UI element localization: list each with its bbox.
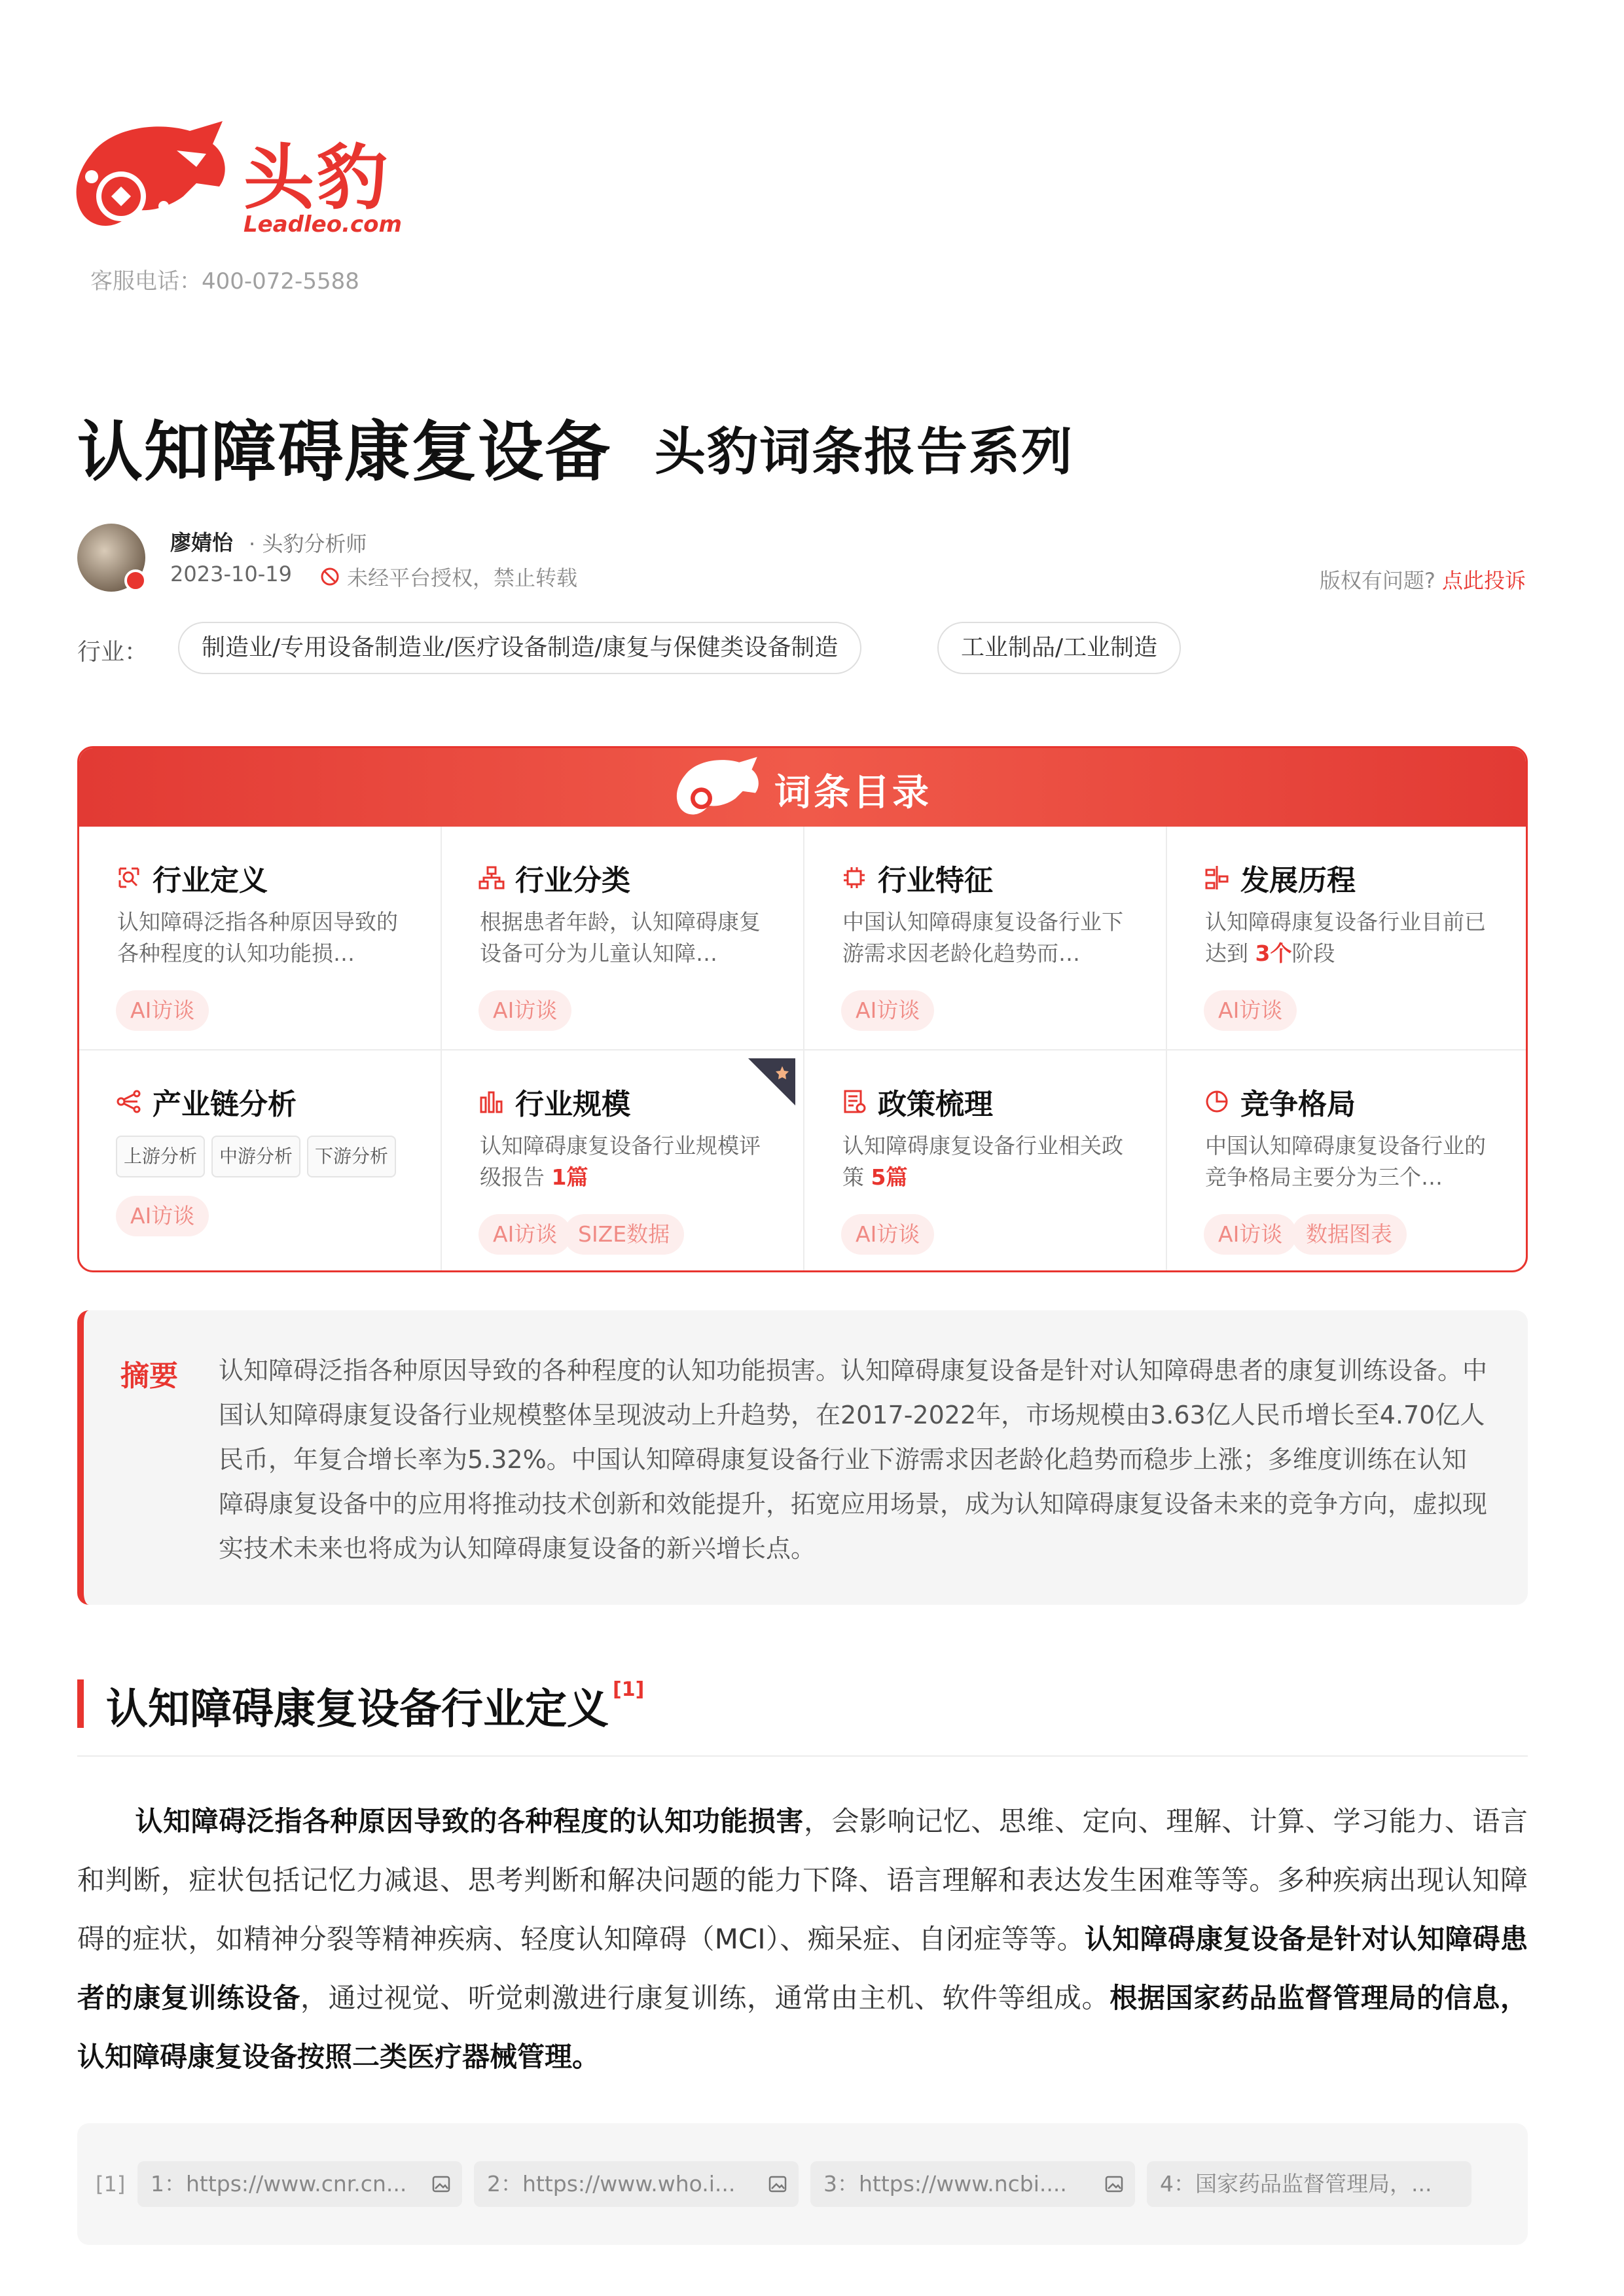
toc-item-count: 5篇: [871, 1164, 908, 1190]
no-repost-text: 未经平台授权，禁止转载: [347, 565, 578, 590]
toc-item-desc-text: 认知障碍康复设备行业相关政策: [842, 1133, 1123, 1190]
timeline-icon: [1204, 865, 1230, 891]
toc-item-label: 行业规模: [515, 1088, 630, 1121]
toc-item-desc: 中国认知障碍康复设备行业下游需求因老龄化趋势而…: [842, 909, 1123, 966]
toc-item-label: 行业分类: [515, 864, 630, 897]
toc-item-label: 行业特征: [878, 864, 993, 897]
verified-badge-icon: [124, 569, 147, 592]
leopard-logo-icon: [674, 753, 765, 825]
definition-text: ，会影响记忆、思维、定向、理解、计算、学习能力、语言和判断，症状包括记忆力减退、思考判断和解决问题的能力下降、语言理解和表达发生困难等等。多种疾病出现认知障碍的症状，如精神分裂等精神疾病、轻度认知障碍（MCI）、痴呆症、自闭症等等。: [77, 1805, 1528, 1955]
reference-link[interactable]: [1147, 2161, 1471, 2207]
no-repost-notice: [319, 562, 577, 592]
toc-item-policy[interactable]: [804, 1050, 1167, 1272]
author-name[interactable]: 廖婧怡: [170, 530, 234, 555]
definition-text: ，通过视觉、听觉刺激进行康复训练，通常由主机、软件等组成。: [300, 1982, 1110, 2014]
toc-item-count: 1篇: [551, 1164, 588, 1190]
toc-item-desc-text: 认知障碍康复设备行业规模评级报告: [480, 1133, 761, 1190]
toc-item-classification[interactable]: [442, 827, 804, 1050]
toc-item-scale[interactable]: [442, 1050, 804, 1272]
image-icon: [432, 2176, 450, 2193]
toc-item-desc: [480, 1130, 781, 1193]
report-series: 头豹词条报告系列: [655, 423, 1074, 482]
abstract-box: [77, 1310, 1528, 1605]
references-box: [77, 2123, 1528, 2245]
author-role: · 头豹分析师: [249, 531, 367, 556]
reference-link[interactable]: [474, 2161, 799, 2207]
upstream-chip[interactable]: 上游分析: [116, 1136, 205, 1177]
toc-item-label: 产业链分析: [153, 1088, 297, 1121]
toc-item-title: [478, 857, 630, 899]
midstream-chip[interactable]: 中游分析: [211, 1136, 300, 1177]
section-title-text: 认知障碍康复设备行业定义: [106, 1685, 609, 1734]
toc-item-label: 行业定义: [153, 864, 268, 897]
ai-interview-chip[interactable]: AI访谈: [1204, 990, 1297, 1031]
toc-item-desc: 认知障碍泛指各种原因导致的各种程度的认知功能损…: [117, 909, 398, 966]
size-data-chip[interactable]: SIZE数据: [564, 1214, 684, 1255]
copyright-notice: [1320, 564, 1526, 594]
prohibited-icon: [319, 566, 340, 587]
downstream-chip[interactable]: 下游分析: [307, 1136, 396, 1177]
ai-interview-chip[interactable]: AI访谈: [478, 1214, 571, 1255]
reference-link[interactable]: [137, 2161, 462, 2207]
hierarchy-icon: [478, 865, 505, 891]
publish-date: 2023-10-19: [170, 562, 292, 586]
toc-item-chain[interactable]: [79, 1050, 442, 1272]
brand-logo[interactable]: [72, 115, 412, 252]
section-accent-bar: [77, 1679, 84, 1728]
toc-item-title: [478, 1081, 630, 1122]
toc-grid: [79, 827, 1528, 1272]
reference-text: 4：国家药品监督管理局，...: [1160, 2171, 1432, 2197]
toc-item-label: 发展历程: [1240, 864, 1356, 897]
toc-item-title: [1204, 1081, 1356, 1122]
search-doc-icon: [116, 865, 142, 891]
reference-link[interactable]: [810, 2161, 1135, 2207]
copyright-question: 版权有问题?: [1319, 568, 1435, 593]
leopard-logo-icon: [72, 115, 236, 245]
industry-label: 行业：: [77, 639, 149, 666]
section-title: [106, 1676, 644, 1736]
toc-item-definition[interactable]: [79, 827, 442, 1050]
toc-item-competition[interactable]: [1167, 1050, 1528, 1272]
industry-tag[interactable]: 制造业/专用设备制造业/医疗设备制造/康复与保健类设备制造: [178, 622, 861, 674]
bar-chart-icon: [478, 1088, 505, 1115]
definition-bold-text: 认知障碍泛指各种原因导致的各种程度的认知功能损害: [135, 1805, 804, 1837]
toc-item-desc: 根据患者年龄，认知障碍康复设备可分为儿童认知障…: [480, 909, 761, 966]
toc-item-label: 政策梳理: [878, 1088, 993, 1121]
toc-item-desc: 中国认知障碍康复设备行业的竞争格局主要分为三个…: [1205, 1133, 1486, 1190]
abstract-label: 摘要: [120, 1359, 178, 1393]
ai-interview-chip[interactable]: AI访谈: [116, 1196, 209, 1236]
reference-index: [1]: [96, 2172, 126, 2197]
toc-item-title: [116, 857, 268, 899]
hotline: 客服电话：400-072-5588: [90, 268, 359, 295]
reference-text: 3：https://www.ncbi....: [823, 2171, 1067, 2197]
toc-item-history[interactable]: [1167, 827, 1528, 1050]
report-title: 认知障碍康复设备: [77, 414, 611, 490]
image-icon: [768, 2176, 787, 2193]
pie-chart-icon: [1204, 1088, 1230, 1115]
brand-domain: Leadleo.com: [244, 211, 402, 238]
image-icon: [1105, 2176, 1123, 2193]
toc-item-desc-text: 认知障碍康复设备行业目前已达到: [1205, 909, 1486, 966]
ai-interview-chip[interactable]: AI访谈: [1204, 1214, 1297, 1255]
definition-paragraph: [77, 1792, 1528, 2087]
toc-item-title: [116, 1081, 297, 1122]
toc-item-desc: [1205, 906, 1506, 969]
star-badge-icon: [748, 1058, 795, 1105]
toc-item-title: [1204, 857, 1356, 899]
report-link[interactable]: 点此投诉: [1441, 568, 1526, 593]
chip-icon: [841, 865, 867, 891]
brand-name: 头豹: [244, 137, 391, 219]
reference-text: 2：https://www.who.i...: [487, 2171, 736, 2197]
abstract-text: 认知障碍泛指各种原因导致的各种程度的认知功能损害。认知障碍康复设备是针对认知障碍患者的康复训练设备。中国认知障碍康复设备行业规模整体呈现波动上升趋势，在2017-2022年，市场规模由3.63亿人民币增长至4.70亿人民币，年复合增长率为5.32%。中国认知障碍康复设备行业下游需求因老龄化趋势而稳步上涨；多维度训练在认知障碍康复设备中的应用将推动技术创新和效能提升，拓宽应用场景，成为认知障碍康复设备未来的竞争方向，虚拟现实技术未来也将成为认知障碍康复设备的新兴增长点。: [219, 1356, 1488, 1563]
reference-text: 1：https://www.cnr.cn...: [151, 2171, 407, 2197]
definition-bold-text: 根据国家药品监督管理局的信息，认知障碍康复设备按照二类医疗器械管理。: [77, 1982, 1528, 2073]
chain-icon: [116, 1088, 142, 1115]
toc-panel: [77, 746, 1528, 1272]
definition-bold-text: 认知障碍康复设备是针对认知障碍患者的康复训练设备: [77, 1923, 1528, 2014]
data-chart-chip[interactable]: 数据图表: [1291, 1214, 1407, 1255]
ai-interview-chip[interactable]: AI访谈: [841, 990, 934, 1031]
toc-item-features[interactable]: [804, 827, 1167, 1050]
industry-tag[interactable]: 工业制品/工业制造: [937, 622, 1181, 674]
reference-mark[interactable]: [1]: [613, 1678, 645, 1701]
ai-interview-chip[interactable]: AI访谈: [116, 990, 209, 1031]
toc-item-desc: [842, 1130, 1144, 1193]
toc-item-count: 3个: [1255, 941, 1292, 966]
toc-header-title: 词条目录: [774, 772, 931, 814]
toc-item-title: [841, 857, 993, 899]
toc-item-desc-text: 阶段: [1291, 941, 1335, 966]
toc-header: [79, 748, 1526, 827]
ai-interview-chip[interactable]: AI访谈: [478, 990, 571, 1031]
toc-item-title: [841, 1081, 993, 1122]
policy-doc-icon: [841, 1088, 867, 1115]
ai-interview-chip[interactable]: AI访谈: [841, 1214, 934, 1255]
section-divider: [77, 1755, 1528, 1757]
toc-item-label: 竞争格局: [1240, 1088, 1356, 1121]
